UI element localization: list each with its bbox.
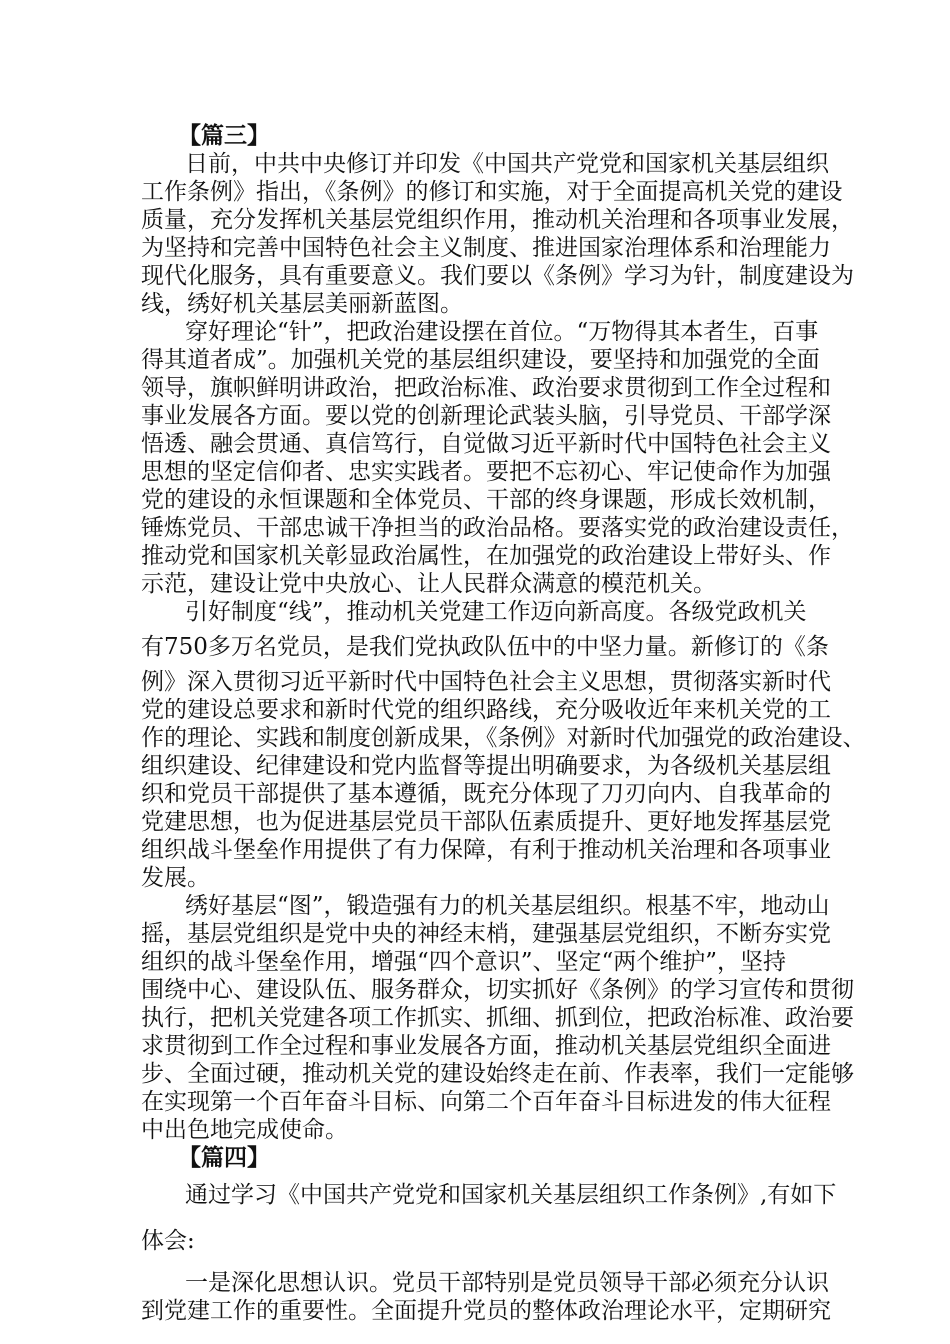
text-line: 在实现第一个百年奋斗目标、向第二个百年奋斗目标进发的伟大征程 [141,1089,831,1115]
text-line: 有750多万名党员，是我们党执政队伍中的中坚力量。新修订的《条 [141,634,829,660]
text-line: 织和党员干部提供了基本遵循，既充分体现了刀刃向内、自我革命的 [141,781,831,807]
text-line: 一是深化思想认识。党员干部特别是党员领导干部必须充分认识 [185,1270,829,1296]
text-line: 求贯彻到工作全过程和事业发展各方面，推动机关基层党组织全面进 [141,1033,831,1059]
text-line: 到党建工作的重要性。全面提升党员的整体政治理论水平，定期研究 [141,1298,831,1324]
text-line: 例》深入贯彻习近平新时代中国特色社会主义思想，贯彻落实新时代 [141,669,831,695]
text-line: 绣好基层“图”，锻造强有力的机关基层组织。根基不牢，地动山 [185,893,830,919]
text-line: 组织战斗堡垒作用提供了有力保障，有利于推动机关治理和各项事业 [141,837,831,863]
text-line: 党的建设总要求和新时代党的组织路线，充分吸收近年来机关党的工 [141,697,831,723]
text-line: 体会: [141,1228,195,1254]
text-line: 现代化服务，具有重要意义。我们要以《条例》学习为针，制度建设为 [141,263,854,289]
text-line: 推动党和国家机关彰显政治属性，在加强党的政治建设上带好头、作 [141,543,831,569]
text-line: 日前，中共中央修订并印发《中国共产党党和国家机关基层组织 [185,151,829,177]
text-line: 围绕中心、建设队伍、服务群众，切实抓好《条例》的学习宣传和贯彻 [141,977,854,1003]
text-line: 示范，建设让党中央放心、让人民群众满意的模范机关。 [141,571,716,597]
text-line: 得其道者成”。加强机关党的基层组织建设，要坚持和加强党的全面 [141,347,820,373]
section-heading-4: 【篇四】 [178,1144,270,1171]
text-line: 思想的坚定信仰者、忠实实践者。要把不忘初心、牢记使命作为加强 [141,459,831,485]
text-line: 事业发展各方面。要以党的创新理论武装头脑，引导党员、干部学深 [141,403,831,429]
text-line: 穿好理论“针”，把政治建设摆在首位。“万物得其本者生，百事 [185,319,819,345]
text-line: 线，绣好机关基层美丽新蓝图。 [141,291,463,317]
text-line: 组织建设、纪律建设和党内监督等提出明确要求，为各级机关基层组 [141,753,831,779]
text-line: 为坚持和完善中国特色社会主义制度、推进国家治理体系和治理能力 [141,235,831,261]
text-line: 摇，基层党组织是党中央的神经末梢，建强基层党组织，不断夯实党 [141,921,831,947]
text-line: 执行，把机关党建各项工作抓实、抓细、抓到位，把政治标准、政治要 [141,1005,854,1031]
text-line: 领导，旗帜鲜明讲政治，把政治标准、政治要求贯彻到工作全过程和 [141,375,831,401]
text-line: 发展。 [141,865,210,891]
text-line: 质量，充分发挥机关基层党组织作用，推动机关治理和各项事业发展， [141,207,854,233]
text-line: 党的建设的永恒课题和全体党员、干部的终身课题，形成长效机制， [141,487,831,513]
text-line: 引好制度“线”，推动机关党建工作迈向新高度。各级党政机关 [185,599,807,625]
text-line: 组织的战斗堡垒作用，增强“四个意识”、坚定“两个维护”，坚持 [141,949,787,975]
text-line: 锤炼党员、干部忠诚干净担当的政治品格。要落实党的政治建设责任， [141,515,854,541]
text-line: 通过学习《中国共产党党和国家机关基层组织工作条例》,有如下 [185,1182,837,1208]
text-line: 党建思想，也为促进基层党员干部队伍素质提升、更好地发挥基层党 [141,809,831,835]
text-line: 悟透、融会贯通、真信笃行，自觉做习近平新时代中国特色社会主义 [141,431,831,457]
text-line: 作的理论、实践和制度创新成果，《条例》对新时代加强党的政治建设、 [141,725,866,751]
text-line: 步、全面过硬，推动机关党的建设始终走在前、作表率，我们一定能够 [141,1061,854,1087]
text-line: 工作条例》指出，《条例》的修订和实施，对于全面提高机关党的建设 [141,179,843,205]
text-line: 中出色地完成使命。 [141,1117,348,1143]
section-heading-3: 【篇三】 [178,122,270,149]
